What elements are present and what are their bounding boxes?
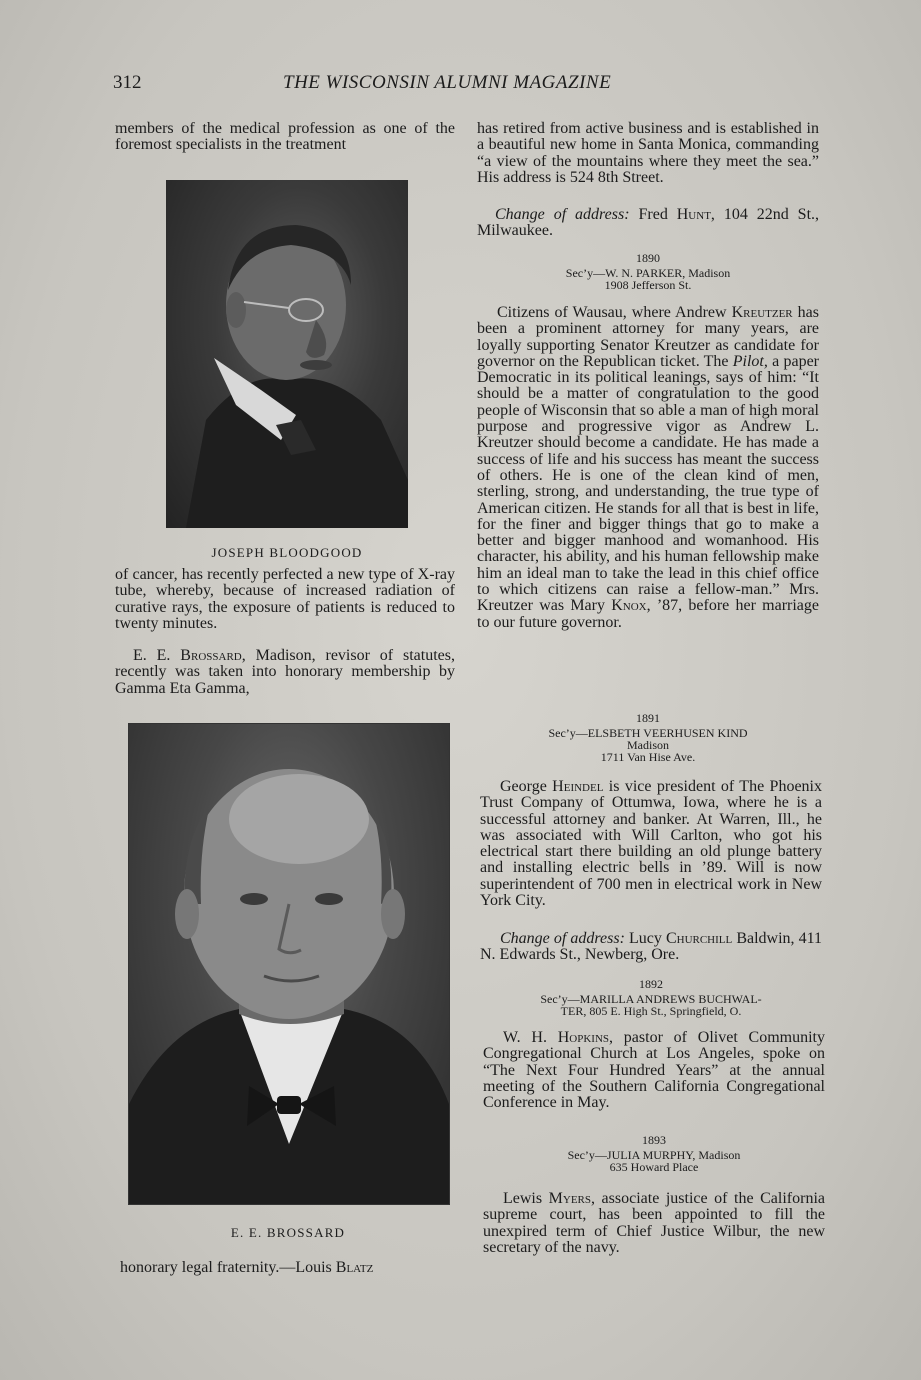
left-paragraph-3 bbox=[115, 648, 455, 697]
left-paragraph-3-text: Madison, revisor of statutes, recently was taken into honorary membership by Gamma Eta Gamma, bbox=[115, 647, 456, 697]
knox-name: Knox, bbox=[611, 597, 651, 615]
hunt-name: Hunt, bbox=[676, 206, 715, 223]
year-1892: 1892 bbox=[639, 977, 663, 991]
heindel-text-2: is vice president of The Phoenix Trust Company of Ottumwa, Iowa, where he is a successful attorney and banker. At Warren, Ill., he was associated with Will Carlton, who got his electrical start there building an old plunge battery and installing electric bells in ’89. Will is now superintendent of 700 men in electrical work in New York City. bbox=[480, 778, 823, 910]
change-of-address-1 bbox=[477, 207, 819, 240]
kreutzer-name: Kreutzer bbox=[731, 304, 793, 321]
kreutzer-text-3: a paper Democratic in its political leanings, says of him: “It should be a matter of congratulation to the good people of Wisconsin that so able a man of high moral purpose and progressive vigor as Andrew L. Kreutzer should become a candidate. He has made a success of life and his success has meant the success of others. He is one of the clean kind of men, sterling, strong, and understanding, the true type of American citizen. He stands for all that is best in life, for the finer and bigger things that go to make a better and bigger manhood and womanhood. His character, his ability, and his human fellowship make him an ideal man to take the lead in this chief office to which citizens can raise a fellow-man.” Mrs. Kreutzer was Mary bbox=[477, 352, 819, 615]
coa2-label: Change of address: bbox=[500, 930, 625, 947]
right-paragraph-1: has retired from active business and is established in a beautiful new home in Santa Monica, commanding “a view of the mountains where they meet the sea.” His address is 524 8th Street. bbox=[477, 120, 819, 186]
photo2-caption: E. E. BROSSARD bbox=[230, 1225, 346, 1240]
myers-text-2: associate justice of the California supreme court, has been appointed to fill the unexpired term of Chief Justice Wilbur, the new secretary of the navy. bbox=[483, 1190, 825, 1256]
heindel-name: Heindel bbox=[552, 778, 604, 795]
churchill-name: Churchill bbox=[665, 930, 733, 947]
secy-1890-line2: 1908 Jefferson St. bbox=[604, 278, 692, 292]
coa1-post: 104 22nd St., Milwaukee. bbox=[477, 206, 820, 240]
joseph-bloodgood-photo bbox=[166, 180, 408, 528]
kreutzer-text-1: Citizens of Wausau, where Andrew bbox=[497, 304, 732, 321]
hopkins-text-1: W. H. bbox=[503, 1029, 558, 1046]
secy-1891-line2: Madison bbox=[627, 738, 669, 752]
myers-name: Myers, bbox=[548, 1190, 596, 1207]
hopkins-name: Hopkins, bbox=[557, 1029, 614, 1046]
coa2-pre: Lucy bbox=[624, 930, 666, 947]
left-paragraph-4 bbox=[120, 1260, 460, 1276]
heindel-text-1: George bbox=[500, 778, 553, 795]
secy-1891-line3: 1711 Van Hise Ave. bbox=[600, 750, 696, 764]
kreutzer-text-4: ’87, before her marriage to our future governor. bbox=[477, 597, 819, 631]
ee-brossard-photo bbox=[128, 723, 450, 1205]
hopkins-paragraph bbox=[483, 1030, 825, 1111]
coa1-pre: Fred bbox=[629, 206, 677, 223]
myers-paragraph bbox=[483, 1191, 825, 1256]
photo1-caption: JOSEPH BLOODGOOD bbox=[211, 545, 363, 560]
year-1890: 1890 bbox=[636, 251, 660, 265]
coa1-label: Change of address: bbox=[495, 206, 630, 223]
class-1892-secretary bbox=[480, 978, 822, 1017]
page-header bbox=[113, 72, 825, 98]
magazine-title: THE WISCONSIN ALUMNI MAGAZINE bbox=[283, 72, 612, 93]
year-1891: 1891 bbox=[636, 711, 660, 725]
change-of-address-2 bbox=[480, 931, 822, 964]
portrait-bloodgood-illustration bbox=[166, 180, 408, 528]
coa2-post: Baldwin, 411 N. Edwards St., Newberg, Ore. bbox=[480, 930, 823, 964]
brossard-name: E. E. Brossard, bbox=[133, 647, 246, 664]
blatz-name: Blatz bbox=[335, 1259, 374, 1276]
secy-1892-line1: Sec’y—MARILLA ANDREWS BUCHWAL- bbox=[540, 992, 762, 1006]
secy-1890-line1: Sec’y—W. N. PARKER, Madison bbox=[565, 266, 731, 280]
myers-text-1: Lewis bbox=[503, 1190, 549, 1207]
class-1890-secretary bbox=[477, 252, 819, 291]
pilot-name: Pilot, bbox=[732, 352, 768, 370]
heindel-paragraph bbox=[480, 779, 822, 909]
class-1891-secretary bbox=[477, 712, 819, 763]
secy-1893-line1: Sec’y—JULIA MURPHY, Madison bbox=[567, 1148, 741, 1162]
portrait-brossard-illustration bbox=[129, 724, 449, 1204]
kreutzer-text-2: has been a prominent attorney for many years, are loyally supporting Senator Kreutzer as candidate for governor on the Republican ticket. The bbox=[477, 304, 820, 370]
secy-1891-line1: Sec’y—ELSBETH VEERHUSEN KIND bbox=[548, 726, 748, 740]
left-paragraph-1: members of the medical profession as one of the foremost specialists in the treatment bbox=[115, 120, 455, 154]
left-paragraph-2: of cancer, has recently perfected a new type of X-ray tube, whereby, because of increased radiation of curative rays, the exposure of patients is reduced to twenty minutes. bbox=[115, 566, 455, 632]
left-paragraph-4-text: honorary legal fraternity.—Louis bbox=[120, 1259, 336, 1276]
page-number: 312 bbox=[113, 72, 142, 93]
kreutzer-paragraph bbox=[477, 305, 819, 631]
hopkins-text-2: pastor of Olivet Community Congregational Church at Los Angeles, spoke on “The Next Four Hundred Years” at the annual meeting of the Southern California Congregational Conference in May. bbox=[483, 1029, 825, 1112]
year-1893: 1893 bbox=[642, 1133, 666, 1147]
secy-1892-line2: TER, 805 E. High St., Springfield, O. bbox=[560, 1004, 742, 1018]
secy-1893-line2: 635 Howard Place bbox=[609, 1160, 699, 1174]
class-1893-secretary bbox=[483, 1134, 825, 1173]
